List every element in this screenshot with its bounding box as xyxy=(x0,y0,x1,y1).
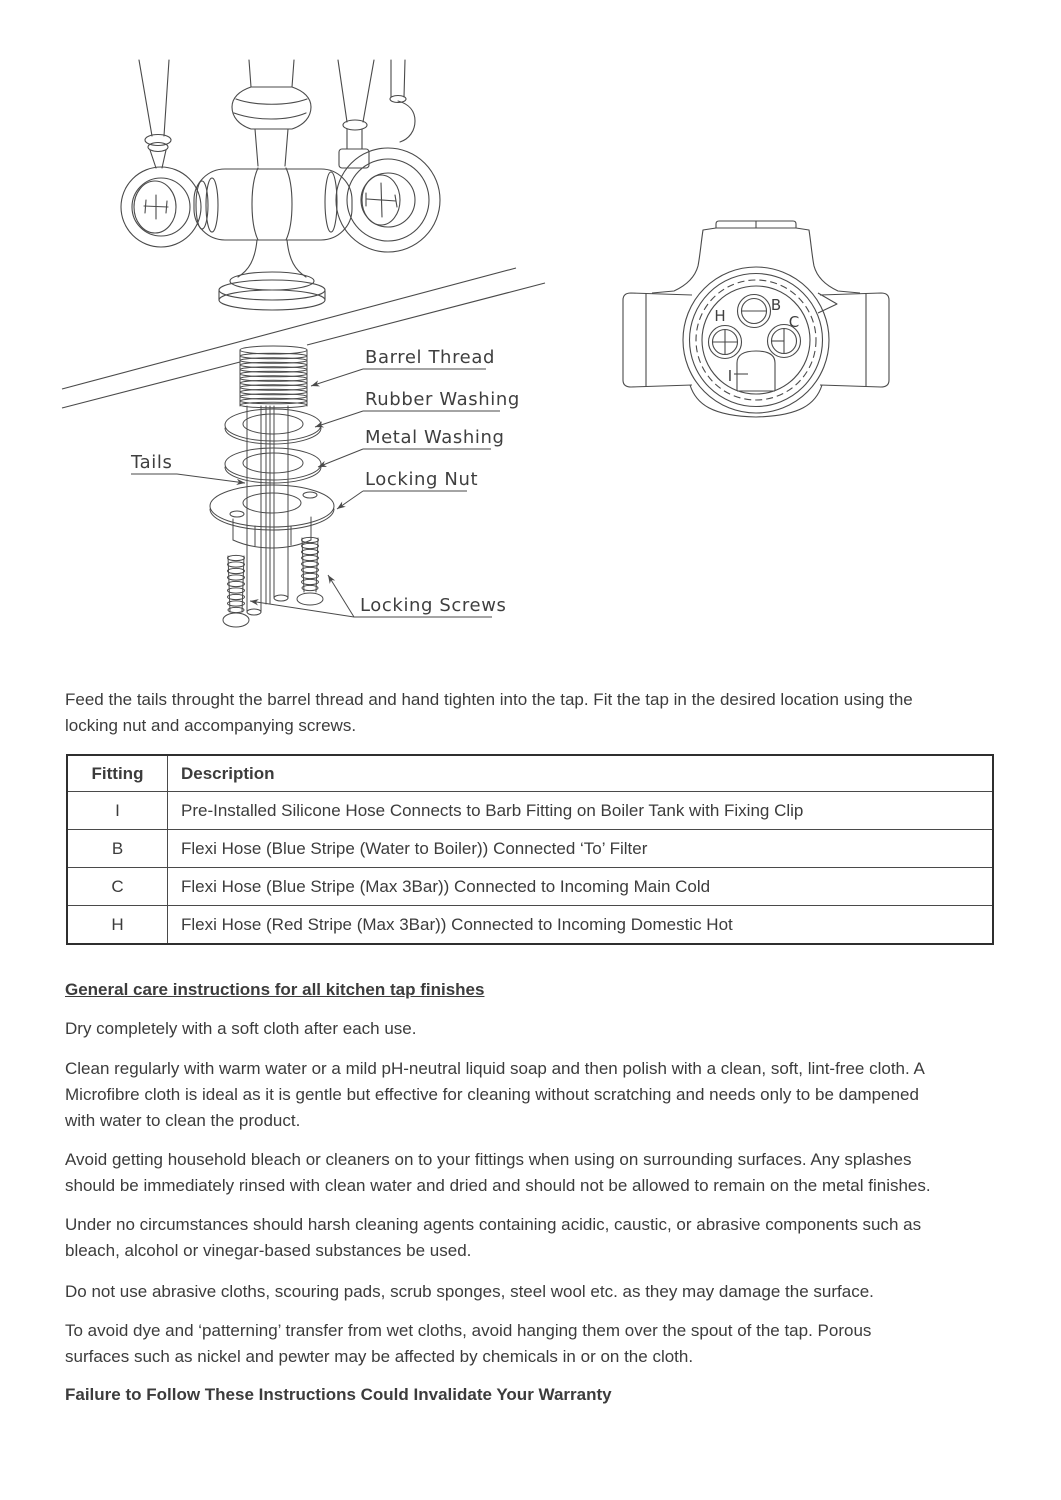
table-row xyxy=(67,792,993,830)
diagram-labels xyxy=(130,347,520,616)
text-line: surfaces such as nickel and pewter may be affected by chemicals in or on the cloth. xyxy=(65,1347,694,1366)
header-description: Description xyxy=(168,755,994,792)
text-line: bleach, alcohol or vinegar-based substances be used. xyxy=(65,1241,472,1260)
label-rubber-washing: Rubber Washing xyxy=(365,389,520,410)
label-locking-screws: Locking Screws xyxy=(360,595,507,616)
text-line: Do not use abrasive cloths, scouring pads, scrub sponges, steel wool etc. as they may damage the surface. xyxy=(65,1282,874,1301)
care-paragraph-harsh-agents xyxy=(65,1212,995,1264)
header-fitting: Fitting xyxy=(67,755,168,792)
care-paragraph-abrasives xyxy=(65,1279,995,1305)
text-line: Microfibre cloth is ideal as it is gentle but effective for cleaning without scratching and needs only to be dampened xyxy=(65,1085,919,1104)
description-cell: Flexi Hose (Red Stripe (Max 3Bar)) Connected to Incoming Domestic Hot xyxy=(168,906,994,945)
fitting-cell: C xyxy=(67,868,168,906)
care-paragraph-dry xyxy=(65,1016,995,1042)
care-paragraph-avoid-bleach xyxy=(65,1147,995,1199)
text-line: with water to clean the product. xyxy=(65,1111,301,1130)
label-tails: Tails xyxy=(131,452,173,473)
text-line: Feed the tails throught the barrel thread and hand tighten into the tap. Fit the tap in the desired location using the xyxy=(65,690,913,709)
counter-surface xyxy=(62,268,545,408)
text-line: should be immediately rinsed with clean water and dried and should not be allowed to remain on the metal finishes. xyxy=(65,1176,931,1195)
warranty-warning: Failure to Follow These Instructions Could Invalidate Your Warranty xyxy=(65,1385,612,1404)
description-cell: Flexi Hose (Blue Stripe (Water to Boiler)) Connected ‘To’ Filter xyxy=(168,830,994,868)
marker-b: B xyxy=(770,296,782,314)
text-line: locking nut and accompanying screws. xyxy=(65,716,357,735)
underside-port-letters xyxy=(714,296,799,385)
care-paragraph-clean xyxy=(65,1056,995,1134)
text-line: Under no circumstances should harsh cleaning agents containing acidic, caustic, or abrasive components such as xyxy=(65,1215,922,1234)
description-cell: Flexi Hose (Blue Stripe (Max 3Bar)) Connected to Incoming Main Cold xyxy=(168,868,994,906)
table-row xyxy=(67,868,993,906)
label-metal-washing: Metal Washing xyxy=(365,427,505,448)
fittings-table xyxy=(66,754,994,945)
tap-front-view xyxy=(121,60,440,310)
care-paragraph-dye-transfer xyxy=(65,1318,995,1370)
marker-i: I xyxy=(727,367,733,385)
intro-paragraph xyxy=(65,687,995,739)
label-locking-nut: Locking Nut xyxy=(365,469,479,490)
fixing-assembly xyxy=(210,346,334,627)
text-line: Avoid getting household bleach or cleaners on to your fittings when using on surrounding surfaces. Any splashes xyxy=(65,1150,912,1169)
text-line: To avoid dye and ‘patterning’ transfer from wet cloths, avoid hanging them over the spout of the tap. Porous xyxy=(65,1321,872,1340)
table-row xyxy=(67,830,993,868)
marker-h: H xyxy=(714,307,726,325)
fitting-cell: H xyxy=(67,906,168,945)
description-cell: Pre-Installed Silicone Hose Connects to Barb Fitting on Boiler Tank with Fixing Clip xyxy=(168,792,994,830)
installation-diagram xyxy=(0,0,1061,665)
marker-c: C xyxy=(788,313,800,331)
fitting-cell: B xyxy=(67,830,168,868)
table-row xyxy=(67,906,993,945)
care-heading: General care instructions for all kitchen tap finishes xyxy=(65,980,485,999)
fitting-cell: I xyxy=(67,792,168,830)
table-header-row xyxy=(67,755,993,792)
text-line: Clean regularly with warm water or a mild pH-neutral liquid soap and then polish with a clean, soft, lint-free cloth. A xyxy=(65,1059,925,1078)
text-line: Dry completely with a soft cloth after each use. xyxy=(65,1019,417,1038)
tap-underside-view xyxy=(623,221,889,417)
label-barrel-thread: Barrel Thread xyxy=(365,347,496,368)
